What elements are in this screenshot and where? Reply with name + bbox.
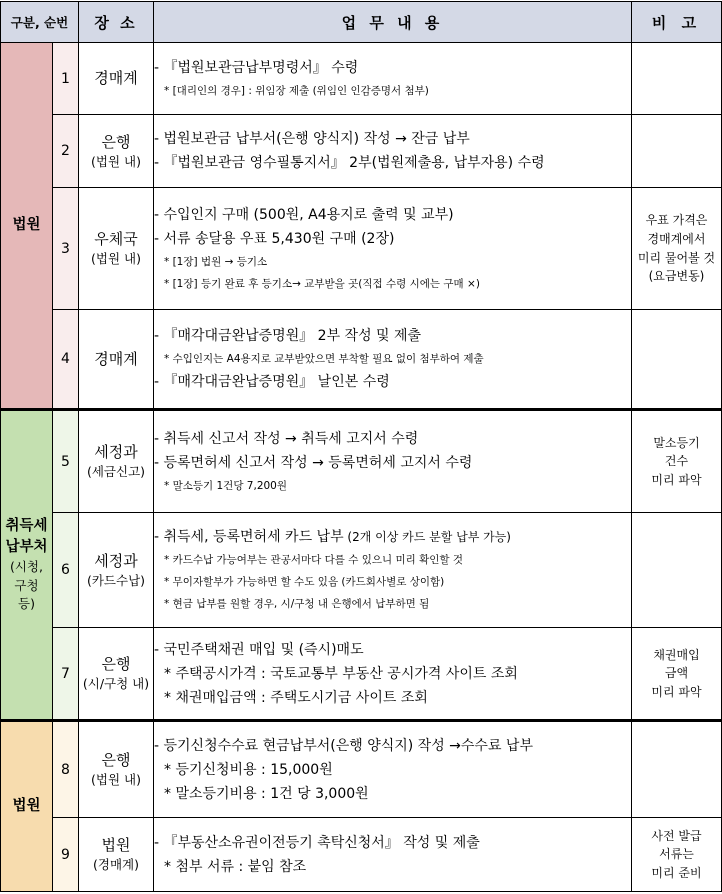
task-text: * 무이자할부가 가능하면 할 수도 있음 (카드회사별로 상이함) — [164, 576, 445, 588]
category-label: 취득세 납부처 — [5, 517, 48, 555]
header-task: 업 무 내 용 — [154, 2, 632, 43]
task-item — [154, 370, 631, 394]
task-text: * 등기신청비용 : 15,000원 — [164, 761, 333, 778]
note-text: 우표 가격은 경매계에서 미리 물어볼 것 (요금변동) — [637, 213, 716, 284]
task-note-item — [154, 273, 631, 295]
place-sub: (법원 내) — [91, 251, 141, 267]
place-name: 세정과 — [94, 551, 138, 570]
place-sub: (카드수납) — [86, 572, 146, 588]
note-cell — [632, 43, 722, 115]
task-note-item — [154, 758, 631, 782]
task-text: - 『매각대금완납증명원』 2부 작성 및 제출 — [154, 328, 422, 344]
note-cell — [632, 721, 722, 818]
category-label: 법원 — [12, 797, 41, 814]
note-cell — [632, 818, 722, 892]
category-cell-court1 — [1, 43, 53, 410]
task-text: - 『부동산소유권이전등기 촉탁신청서』 작성 및 제출 — [154, 834, 480, 851]
table-row — [1, 513, 722, 628]
task-text: * 첨부 서류 : 붙임 참조 — [164, 858, 307, 875]
table-row — [1, 310, 722, 410]
row-number: 5 — [53, 410, 79, 513]
note-text: 사전 발급 서류는 미리 준비 — [651, 828, 702, 880]
task-text: - 등록면허세 신고서 작성 → 등록면허세 고지서 수령 — [154, 454, 473, 471]
task-text: * [1장] 법원 → 등기소 — [164, 255, 268, 268]
table-row — [1, 115, 722, 188]
note-cell — [632, 410, 722, 513]
note-text: 말소등기 건수 미리 파악 — [651, 435, 702, 487]
task-cell — [154, 721, 632, 818]
note-cell — [632, 513, 722, 628]
task-text: * 수입인지는 A4용지로 교부받았으면 부착할 필요 없이 첨부하여 제출 — [164, 353, 484, 365]
task-text: * 채권매입금액 : 주택도시기금 사이트 조회 — [164, 689, 428, 706]
category-cell-tax — [1, 410, 53, 721]
task-note-item — [154, 475, 631, 497]
place-cell — [79, 115, 154, 188]
place-sub: (법원 내) — [91, 772, 141, 788]
row-number: 3 — [53, 188, 79, 310]
note-cell — [632, 188, 722, 310]
table-row — [1, 628, 722, 721]
place-cell — [79, 721, 154, 818]
table-row — [1, 410, 722, 513]
row-number: 1 — [53, 43, 79, 115]
task-item — [154, 831, 631, 855]
task-extra: (2개 이상 카드 분할 납부 가능) — [343, 530, 511, 544]
note-text: 채권매입 금액 미리 파악 — [651, 647, 702, 699]
task-text: - 서류 송달용 우표 5,430원 구매 (2장) — [154, 230, 395, 247]
note-cell — [632, 310, 722, 410]
place-name: 우체국 — [94, 230, 138, 249]
header-place: 장 소 — [79, 2, 154, 43]
place-sub: (세금신고) — [86, 464, 146, 480]
task-text: - 국민주택채권 매입 및 (즉시)매도 — [154, 641, 364, 658]
task-item — [154, 451, 631, 475]
place-name: 은행 — [101, 751, 131, 770]
task-note-item — [154, 855, 631, 879]
task-text: * 말소등기 1건당 7,200원 — [164, 479, 288, 492]
note-cell — [632, 115, 722, 188]
table-row — [1, 43, 722, 115]
task-text: - 수입인지 구매 (500원, A4용지로 출력 및 교부) — [154, 206, 454, 223]
task-cell — [154, 188, 632, 310]
note-cell — [632, 628, 722, 721]
task-text: * 카드수납 가능여부는 관공서마다 다를 수 있으니 미리 확인할 것 — [164, 554, 464, 566]
place-cell — [79, 43, 154, 115]
place-cell — [79, 188, 154, 310]
task-note-item — [154, 686, 631, 710]
task-cell — [154, 513, 632, 628]
place-sub: (법원 내) — [91, 153, 141, 169]
category-label: 법원 — [12, 216, 41, 233]
place-cell — [79, 818, 154, 892]
task-note-item — [154, 549, 631, 571]
task-text: - 취득세 신고서 작성 → 취득세 고지서 수령 — [154, 430, 419, 447]
table-body — [1, 43, 722, 892]
task-note-item — [154, 662, 631, 686]
task-text: - 취득세, 등록면허세 카드 납부 — [154, 529, 344, 545]
row-number: 7 — [53, 628, 79, 721]
place-sub: (시/구청 내) — [82, 676, 150, 692]
task-item — [154, 427, 631, 451]
row-number: 4 — [53, 310, 79, 410]
task-text: - 법원보관금 납부서(은행 양식지) 작성 → 잔금 납부 — [154, 131, 470, 147]
table-row — [1, 188, 722, 310]
place-cell — [79, 410, 154, 513]
task-text: - 등기신청수수료 현금납부서(은행 양식지) 작성 →수수료 납부 — [154, 737, 533, 754]
task-item — [154, 203, 631, 227]
header-note: 비 고 — [632, 2, 722, 43]
task-item — [154, 638, 631, 662]
row-number: 9 — [53, 818, 79, 892]
task-item — [154, 525, 631, 549]
task-cell — [154, 310, 632, 410]
procedure-table — [0, 1, 722, 892]
category-cell-court2 — [1, 721, 53, 892]
task-cell — [154, 410, 632, 513]
task-text: * 현금 납부를 원할 경우, 시/구청 내 은행에서 납부하면 됨 — [164, 598, 430, 610]
task-cell — [154, 628, 632, 721]
task-note-item — [154, 782, 631, 806]
place-name: 세정과 — [94, 443, 138, 462]
place-cell — [79, 513, 154, 628]
task-cell — [154, 818, 632, 892]
table-row — [1, 721, 722, 818]
task-cell — [154, 43, 632, 115]
task-note-item — [154, 348, 631, 370]
task-text: * [1장] 등기 완료 후 등기소→ 교부받을 곳(직접 수령 시에는 구매 ×) — [164, 277, 480, 290]
header-category: 구분, 순번 — [1, 2, 79, 43]
task-text: - 『법원보관금납부명령서』 수령 — [154, 59, 359, 76]
task-note-item — [154, 80, 631, 102]
task-text: - 『법원보관금 영수필통지서』 2부(법원제출용, 납부자용) 수령 — [154, 155, 545, 171]
place-name: 법원 — [101, 836, 131, 855]
task-item — [154, 151, 631, 175]
task-text: * 말소등기비용 : 1건 당 3,000원 — [164, 785, 369, 802]
row-number: 8 — [53, 721, 79, 818]
row-number: 2 — [53, 115, 79, 188]
place-sub: (경매계) — [93, 857, 139, 873]
place-cell — [79, 310, 154, 410]
task-note-item — [154, 593, 631, 615]
place-name: 경매계 — [94, 349, 138, 368]
row-number: 6 — [53, 513, 79, 628]
task-item — [154, 324, 631, 348]
task-item — [154, 56, 631, 80]
task-item — [154, 734, 631, 758]
task-cell — [154, 115, 632, 188]
place-name: 은행 — [101, 655, 131, 674]
task-text: * 주택공시가격 : 국토교통부 부동산 공시가격 사이트 조회 — [164, 665, 518, 682]
place-name: 경매계 — [94, 69, 138, 87]
task-text: - 『매각대금완납증명원』 날인본 수령 — [154, 374, 390, 390]
place-cell — [79, 628, 154, 721]
task-note-item — [154, 251, 631, 273]
table-row — [1, 818, 722, 892]
task-text: * [대리인의 경우] : 위임장 제출 (위임인 인감증명서 첨부) — [164, 84, 429, 97]
category-sub-label: (시청, 구청 등) — [9, 558, 43, 612]
task-item — [154, 127, 631, 151]
task-item — [154, 227, 631, 251]
task-note-item — [154, 571, 631, 593]
place-name: 은행 — [101, 132, 131, 151]
